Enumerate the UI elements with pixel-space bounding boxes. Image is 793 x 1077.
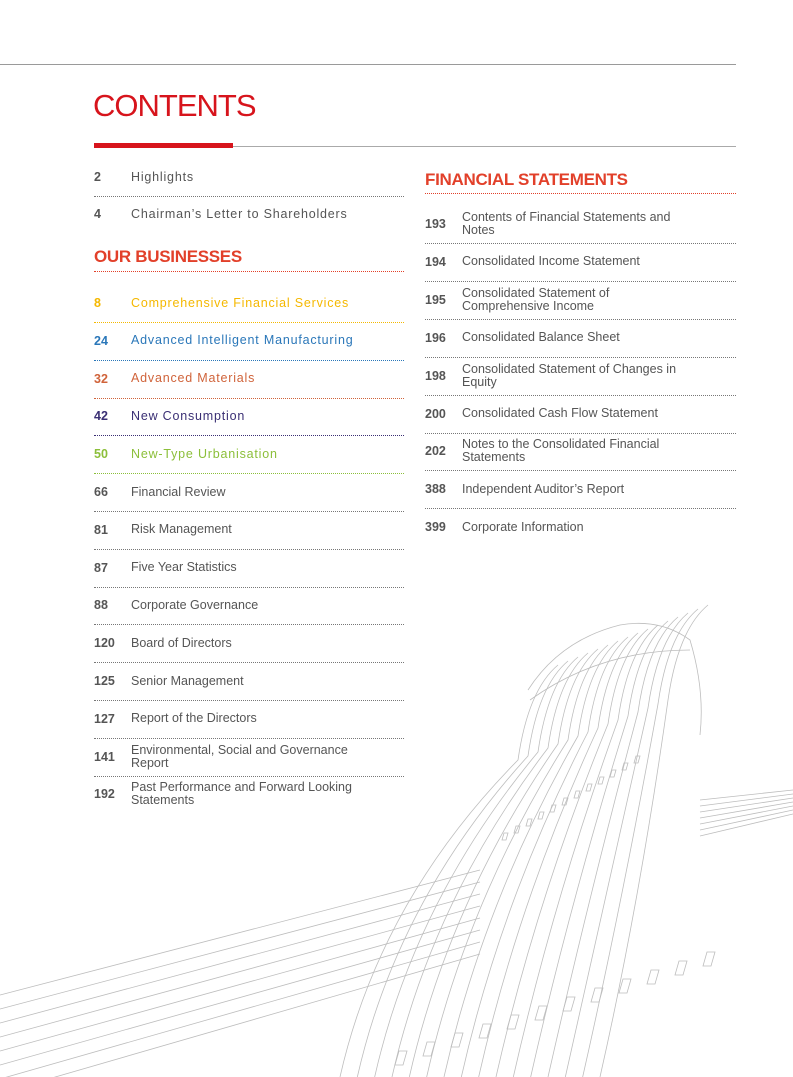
toc-entry[interactable] bbox=[94, 549, 404, 587]
entry-label: Consolidated Statement of Changes in Equity bbox=[462, 361, 677, 389]
page-number: 120 bbox=[94, 636, 115, 651]
page-number: 202 bbox=[425, 444, 446, 459]
entry-label: Contents of Financial Statements and Notes bbox=[462, 210, 671, 237]
page-number: 42 bbox=[94, 409, 108, 424]
page-number: 66 bbox=[94, 485, 108, 499]
toc-entry[interactable] bbox=[94, 397, 404, 435]
toc-entry[interactable] bbox=[425, 432, 736, 470]
entry-label: Notes to the Consolidated Financial Statements bbox=[462, 437, 660, 465]
entry-label: New Consumption bbox=[131, 408, 246, 423]
entry-label: Independent Auditor’s Report bbox=[462, 481, 625, 496]
entry-label: Report of the Directors bbox=[131, 711, 257, 726]
toc-entry[interactable] bbox=[94, 435, 404, 473]
entry-label: Consolidated Statement of Comprehensive Income bbox=[462, 285, 610, 313]
title-accent-bar bbox=[94, 143, 233, 148]
page-number: 87 bbox=[94, 560, 108, 575]
toc-entry[interactable] bbox=[94, 322, 404, 360]
page-title: CONTENTS bbox=[93, 88, 256, 123]
page-number: 196 bbox=[425, 330, 446, 345]
entry-label: Consolidated Income Statement bbox=[462, 254, 640, 269]
entry-label: Five Year Statistics bbox=[131, 560, 237, 575]
toc-entry[interactable] bbox=[425, 470, 736, 508]
toc-entry[interactable] bbox=[94, 662, 404, 700]
toc-entry[interactable] bbox=[94, 700, 404, 738]
toc-entry[interactable] bbox=[94, 473, 404, 511]
toc-entry[interactable] bbox=[425, 508, 736, 546]
page-number: 88 bbox=[94, 598, 108, 613]
our-businesses-heading: OUR BUSINESSES bbox=[94, 247, 242, 266]
page-number: 193 bbox=[425, 217, 446, 231]
entry-label: Board of Directors bbox=[131, 635, 232, 650]
entry-label: Advanced Materials bbox=[131, 371, 256, 386]
toc-entry[interactable] bbox=[94, 158, 404, 196]
toc-entry[interactable] bbox=[94, 195, 404, 233]
toc-entry[interactable] bbox=[425, 281, 736, 319]
page-number: 141 bbox=[94, 749, 115, 764]
page-number: 200 bbox=[425, 406, 446, 421]
page-number: 2 bbox=[94, 170, 101, 184]
top-rule bbox=[0, 64, 736, 65]
entry-label: Corporate Governance bbox=[131, 597, 259, 612]
toc-entry[interactable] bbox=[425, 205, 736, 243]
page-number: 81 bbox=[94, 522, 108, 537]
page-number: 198 bbox=[425, 368, 446, 383]
page-number: 194 bbox=[425, 254, 446, 269]
toc-entry[interactable] bbox=[94, 624, 404, 662]
page-number: 4 bbox=[94, 207, 101, 221]
financial-statements-heading: FINANCIAL STATEMENTS bbox=[425, 170, 628, 189]
toc-entry[interactable] bbox=[425, 357, 736, 395]
page-number: 8 bbox=[94, 296, 101, 310]
toc-entry[interactable] bbox=[425, 395, 736, 433]
toc-entry[interactable] bbox=[94, 360, 404, 398]
page-number: 388 bbox=[425, 482, 446, 497]
entry-label: Senior Management bbox=[131, 673, 244, 688]
toc-entry[interactable] bbox=[94, 284, 404, 322]
toc-entry[interactable] bbox=[94, 738, 404, 776]
page-number: 50 bbox=[94, 447, 108, 462]
toc-entry[interactable] bbox=[94, 586, 404, 624]
page-number: 195 bbox=[425, 292, 446, 307]
entry-label: Consolidated Cash Flow Statement bbox=[462, 406, 658, 420]
entry-label: Chairman’s Letter to Shareholders bbox=[131, 206, 348, 221]
page-number: 125 bbox=[94, 674, 115, 688]
entry-label: Highlights bbox=[131, 169, 194, 184]
entry-label: Advanced Intelligent Manufacturing bbox=[131, 333, 354, 348]
our-businesses-rule bbox=[94, 271, 404, 272]
entry-label: Risk Management bbox=[131, 522, 232, 537]
page-number: 127 bbox=[94, 711, 115, 726]
entry-label: Environmental, Social and Governance Report bbox=[131, 742, 348, 770]
toc-entry[interactable] bbox=[425, 319, 736, 357]
entry-label: Consolidated Balance Sheet bbox=[462, 330, 620, 345]
entry-label: Corporate Information bbox=[462, 519, 584, 534]
financial-statements-rule bbox=[425, 193, 736, 194]
title-rule bbox=[233, 146, 736, 147]
page-number: 24 bbox=[94, 333, 108, 348]
page-number: 32 bbox=[94, 371, 108, 386]
page-number: 399 bbox=[425, 520, 446, 535]
entry-label: Financial Review bbox=[131, 484, 226, 499]
toc-entry[interactable] bbox=[425, 243, 736, 281]
entry-label: Past Performance and Forward Looking Statements bbox=[131, 780, 352, 808]
page-number: 192 bbox=[94, 787, 115, 802]
toc-entry[interactable] bbox=[94, 775, 404, 813]
entry-label: Comprehensive Financial Services bbox=[131, 295, 350, 310]
entry-label: New-Type Urbanisation bbox=[131, 446, 278, 461]
toc-entry[interactable] bbox=[94, 511, 404, 549]
